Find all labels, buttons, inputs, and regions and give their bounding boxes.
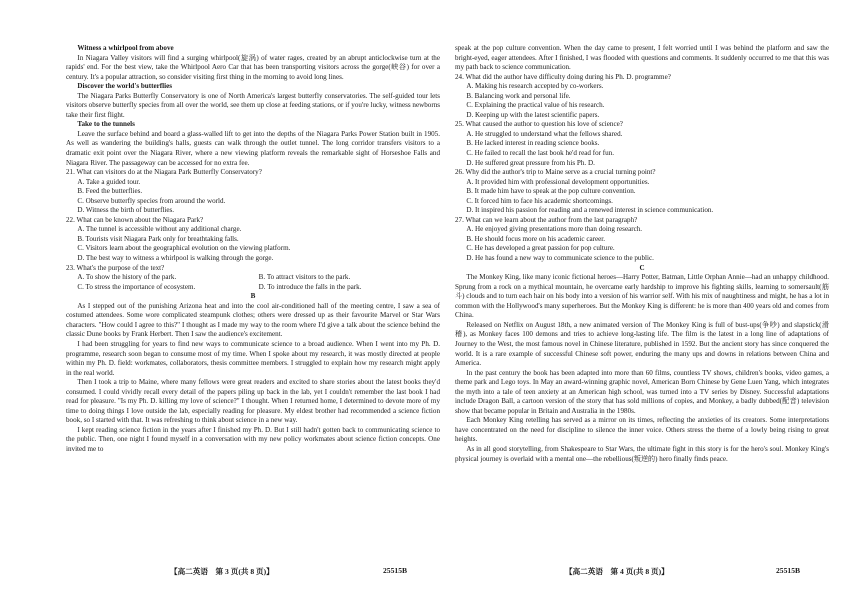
option: A. Take a guided tour. [77,177,141,186]
question-24: 24. What did the author have difficulty doing during his Ph. D. programme? [455,72,671,81]
question-27: 27. What can we learn about the author from the last paragraph? [455,215,638,224]
question-22: 22. What can be known about the Niagara Park? [66,215,204,224]
option: C. Explaining the practical value of his research. [466,101,605,110]
footer-page-label: 【高二英语 第 4 页(共 8 页)】 [565,567,669,576]
option: A. He struggled to understand what the fellows shared. [466,129,623,138]
paragraph: Released on Netflix on August 18th, a new animated version of The Monkey King is full of bust-ups(争吵) and slapstick(滑稽), as Monkey faces 100 demons and tries to achieve long-lasting life. The film is the latest in a long line of adaptations of Journey to the West, the most famous novel in Chinese literature, published in 1592. But the ancient story has since conquered the world. It is a rare example of successful Chinese soft power, enduring the many ups and downs in relations between China and America. [455,320,829,368]
option: D. The best way to witness a whirlpool is walking through the gorge. [77,254,274,263]
option: B. He lacked interest in reading science books. [466,139,600,148]
footer-code: 25515B [776,566,801,575]
paragraph: Leave the surface behind and board a glass-walled lift to get into the depths of the Niagara Parks Power Station built in 1905. As well as wandering the building's halls, guests can walk through the outlet tunnel. The long corridor transfers visitors to a dramatic exit point over the Niagara River, where a new viewing platform reveals the remarkable sight of Horseshoe Falls and Niagara River. The passageway can be accessed for no extra fee. [66,129,440,167]
option: C. Observe butterfly species from around the world. [77,196,226,205]
option: B. It made him have to speak at the pop culture convention. [466,187,636,196]
footer-code: 25515B [383,566,408,575]
option: D. Witness the birth of butterflies. [77,206,175,215]
paragraph: The Monkey King, like many iconic fictional heroes—Harry Potter, Batman, Little Orphan Annie—had an unhappy childhood. Sprung from a rock on a mythical mountain, he overcame early hardship to improve his fighting skills, learning to somersault(筋斗) clouds and to turn each hair on his body into a version of his warrior self. With his mix of naughtiness and might, he has a lot in common with the Hollywood's many superheroes. But the Monkey King is different: he is more than 400 years old and comes from China. [455,273,829,320]
option: C. To stress the importance of ecosystem. [77,282,196,291]
option: A. Making his research accepted by co-workers. [466,82,604,91]
option: A. He enjoyed giving presentations more than doing research. [466,225,643,234]
option: A. It provided him with professional development opportunities. [466,177,650,186]
section-heading: Discover the world's butterflies [77,82,172,91]
option: B. To attract visitors to the park. [258,273,351,282]
footer-page-label: 【高二英语 第 3 页(共 8 页)】 [170,567,274,576]
paragraph: In Niagara Valley visitors will find a surging whirlpool(旋涡) of water rages, created by an abrupt anticlockwise turn at the rapids' end. For the best view, take the Whirlpool Aero Car that has been transporting visitors across the gorge(峡谷) for over a century. It's a popular attraction, so consider visiting first thing in the morning to avoid long lines. [66,53,440,81]
option: C. It forced him to face his academic shortcomings. [466,196,613,205]
option: A. To show the history of the park. [77,273,177,282]
paragraph: speak at the pop culture convention. When the day came to present, I felt worried until I was behind the platform and saw the bright-eyed, eager attendees. After I finished, I was flooded with questions and comments. It suddenly occurred to me that this was my path back to science communication. [455,44,829,72]
paragraph: I had been struggling for years to find new ways to communicate science to a broad audience. When I went into my Ph. D. programme, research soon began to consume most of my time. When I spoke about my research, it was mostly directed at people within my Ph. D. field: workmates, collaborators, thesis committee members. I struggled to explain how my research might apply in the real world. [66,339,440,377]
option: B. Balancing work and personal life. [466,91,571,100]
paragraph: In the past century the book has been adapted into more than 60 films, countless TV shows, children's books, video games, a theme park and Lego toys. In May an award-winning graphic novel, American Born Chinese by Gene Luen Yang, which integrates the myth into a tale of teen anxiety at an American high school, was turned into a TV series by Disney. Successful adaptations include Dragon Ball, a cartoon version of the story that has sold millions of copies, and Monkey, a badly dubbed(配音) television show that became popular in Britain and Australia in the 1980s. [455,368,829,415]
option: D. He suffered great pressure from his Ph. D. [466,158,595,167]
page-code-left [383,566,407,575]
paragraph: I kept reading science fiction in the years after I finished my Ph. D. But I still hadn't gotten back to communicating science to the public. Then, one night I found myself in a conversation with my new policy workmates about science fiction concepts. One invited me to [66,425,440,453]
option: B. He should focus more on his academic career. [466,234,606,243]
option-grid [66,273,440,292]
option: A. The tunnel is accessible without any additional charge. [77,225,242,234]
page-footer-right [565,566,669,577]
option: C. Visitors learn about the geographical evolution on the viewing platform. [77,244,291,253]
option: C. He failed to recall the last book he'd read for fun. [466,149,614,158]
option: B. Tourists visit Niagara Park only for breathtaking falls. [77,234,239,243]
section-heading: Take to the tunnels [77,120,135,129]
question-21: 21. What can visitors do at the Niagara Park Butterfly Conservatory? [66,168,262,177]
question-23: 23. What's the purpose of the text? [66,263,165,272]
left-column [66,44,440,455]
question-25: 25. What caused the author to question his love of science? [455,120,623,129]
page-footer-left [170,566,274,577]
question-26: 26. Why did the author's trip to Maine serve as a crucial turning point? [455,168,656,177]
paragraph: Then I took a trip to Maine, where many fellows were great readers and excited to share stories about the latest books they'd consumed. I could vividly recall every detail of the papers piling up back in the lab, yet I couldn't remember the last book I had read for pleasure. "Is my Ph. D. killing my love of science?" I thought. When I returned home, I determined to devote more of my time to doing things I love outside the lab, especially reading for pleasure. My eldest brother had recommended a science fiction book, so I started with that. It was refreshing to think about science in a new way. [66,378,440,425]
paragraph: Each Monkey King retelling has served as a mirror on its times, reflecting the anxieties of its creators. Some interpretations have concentrated on the need for discipline to silence the inner voice. Others stress the theme of a lowly being rising to great heights. [455,416,829,444]
paragraph: As in all good storytelling, from Shakespeare to Star Wars, the ultimate fight in this story is for the hero's soul. Monkey King's physical journey is overlaid with a mental one—the rebellious(叛逆的) hero finally finds peace. [455,444,829,463]
paragraph: The Niagara Parks Butterfly Conservatory is one of North America's largest butterfly conservatories. The self-guided tour lets visitors observe butterfly species from all over the world, see them up close at feeding stations, or if you're lucky, witness newborns take their first flight. [66,91,440,119]
option: D. To introduce the falls in the park. [258,282,362,291]
section-letter: C [639,263,645,272]
option: D. It inspired his passion for reading and a renewed interest in science communication. [466,206,714,215]
option: B. Feed the butterflies. [77,187,143,196]
page-code-right [776,566,800,575]
option: D. Keeping up with the latest scientific papers. [466,110,600,119]
section-letter: B [250,292,256,301]
section-heading: Witness a whirlpool from above [77,44,174,52]
paragraph: As I stepped out of the punishing Arizona heat and into the cool air-conditioned hall of the meeting centre, I saw a sea of costumed attendees. Some wore complicated steampunk clothes; others were dressed up as their favourite Marvel or Star Wars characters. "How could I agree to this?" I thought as I made my way to the room where I'd give a talk about the science behind the classic Dune books by Frank Herbert. Then I saw the audience's excitement. [66,301,440,339]
right-column [455,44,829,464]
option: D. He has found a new way to communicate science to the public. [466,254,654,263]
option: C. He has developed a great passion for pop culture. [466,244,615,253]
